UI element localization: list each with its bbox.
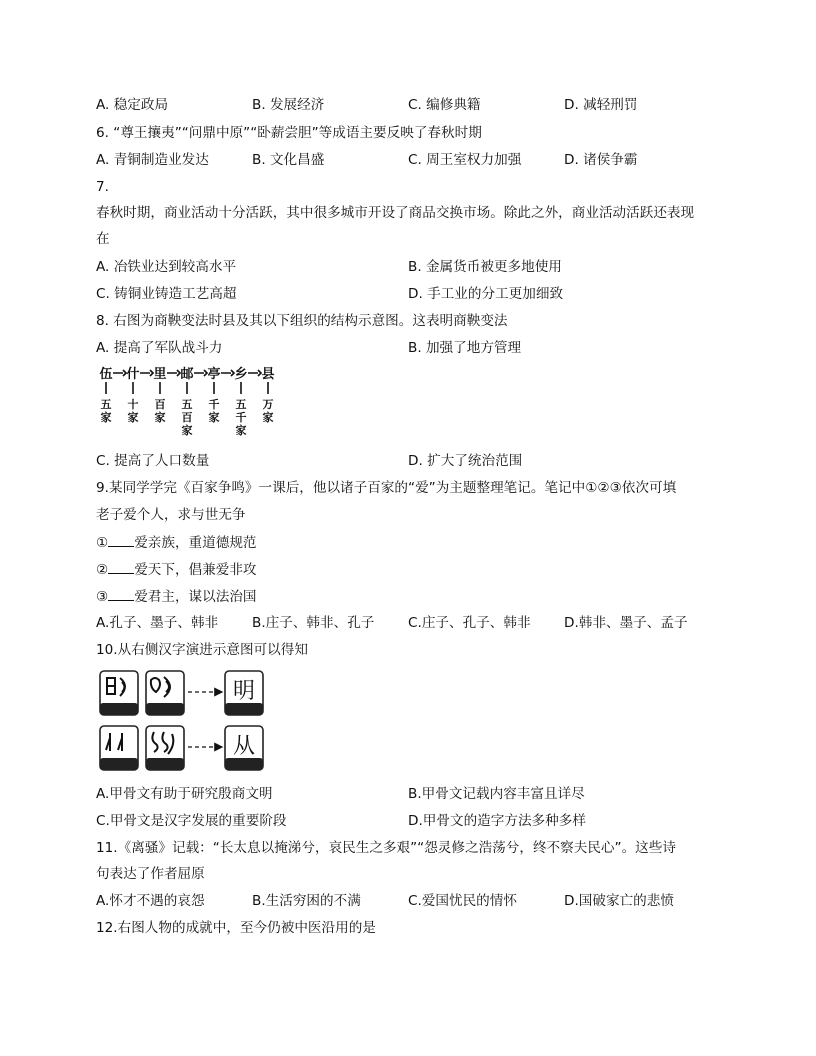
org-arrow-2 xyxy=(167,370,180,376)
cong-bronze-glyph xyxy=(146,726,184,770)
organization-structure-diagram xyxy=(96,362,296,444)
ming-char-text: 明 xyxy=(232,679,256,704)
q5-option-d: D. 减轻刑罚 xyxy=(564,97,638,113)
q9-note-2 xyxy=(96,560,257,579)
q8-option-d: D. 扩大了统治范围 xyxy=(408,453,523,469)
q6-option-d: D. 诸侯争霸 xyxy=(564,152,638,168)
org-household-3-2: 家 xyxy=(181,424,193,437)
q11-option-c: C.爱国忧民的情怀 xyxy=(408,893,517,909)
q9-note-3 xyxy=(96,587,257,606)
q9-option-c: C.庄子、孔子、韩非 xyxy=(408,615,531,631)
q9-note-3-number: ③ xyxy=(96,589,109,605)
q9-note-1-number: ① xyxy=(96,535,109,551)
org-household-1-1: 家 xyxy=(127,411,139,424)
q9-blank-3 xyxy=(108,587,134,601)
q7-number: 7. xyxy=(96,179,109,195)
q9-note-laozi: 老子爱个人，求与世无争 xyxy=(96,507,246,523)
org-household-6-1: 家 xyxy=(262,411,274,424)
q7-stem-line2: 在 xyxy=(96,231,110,247)
q11-stem-line2: 句表达了作者屈原 xyxy=(96,866,205,882)
q9-note-1-text: 爱亲族，重道德规范 xyxy=(134,535,257,551)
org-household-0-1: 家 xyxy=(100,411,112,424)
q5-option-a: A. 稳定政局 xyxy=(96,97,169,113)
q5-option-c: C. 编修典籍 xyxy=(408,97,481,113)
q11-option-b: B.生活穷困的不满 xyxy=(252,893,361,909)
q11-stem-line1: 11.《离骚》记载：“长太息以掩涕兮，哀民生之多艰”“怨灵修之浩荡兮，终不察夫民心”。这些诗 xyxy=(96,840,676,856)
q6-stem: 6. “尊王攘夷”“问鼎中原”“卧薪尝胆”等成语主要反映了春秋时期 xyxy=(96,125,482,141)
q6-option-a: A. 青铜制造业发达 xyxy=(96,152,209,168)
org-level-0: 伍 xyxy=(99,367,113,382)
org-arrow-3 xyxy=(194,370,207,376)
org-level-3: 邮 xyxy=(180,367,194,382)
q7-option-b: B. 金属货币被更多地使用 xyxy=(408,259,562,275)
q6-option-c: C. 周王室权力加强 xyxy=(408,152,522,168)
org-household-6-0: 万 xyxy=(262,398,274,411)
q9-blank-2 xyxy=(108,560,134,574)
q6-option-b: B. 文化昌盛 xyxy=(252,152,325,168)
q9-blank-1 xyxy=(108,533,134,547)
character-evolution-diagram xyxy=(98,668,268,776)
org-level-4: 亭 xyxy=(207,367,221,382)
q9-note-2-number: ② xyxy=(96,562,109,578)
org-household-5-0: 五 xyxy=(235,398,247,411)
q10-option-c: C.甲骨文是汉字发展的重要阶段 xyxy=(96,813,287,829)
q8-option-c: C. 提高了人口数量 xyxy=(96,453,210,469)
q10-option-a: A.甲骨文有助于研究殷商文明 xyxy=(96,786,273,802)
org-level-1: 什 xyxy=(126,367,140,382)
q7-option-a: A. 冶铁业达到较高水平 xyxy=(96,259,237,275)
q12-stem: 12.右图人物的成就中，至今仍被中医沿用的是 xyxy=(96,920,376,936)
ming-oracle-bone-glyph xyxy=(100,671,138,715)
q9-option-b: B.庄子、韩非、孔子 xyxy=(252,615,375,631)
q9-option-a: A.孔子、墨子、韩非 xyxy=(96,615,219,631)
org-household-3-0: 五 xyxy=(181,398,193,411)
q10-option-d: D.甲骨文的造字方法多种多样 xyxy=(408,813,586,829)
org-household-2-0: 百 xyxy=(154,398,166,411)
org-arrow-4 xyxy=(221,370,234,376)
org-household-2-1: 家 xyxy=(154,411,166,424)
q10-option-b: B.甲骨文记载内容丰富且详尽 xyxy=(408,786,585,802)
org-household-1-0: 十 xyxy=(127,398,139,411)
org-level-6: 县 xyxy=(261,367,275,382)
ming-bronze-glyph xyxy=(146,671,184,715)
q7-option-c: C. 铸铜业铸造工艺高超 xyxy=(96,286,237,302)
q9-note-3-text: 爱君主，谋以法治国 xyxy=(134,589,257,605)
org-household-5-2: 家 xyxy=(235,424,247,437)
org-arrow-0 xyxy=(113,370,126,376)
q9-stem: 9.某同学学完《百家争鸣》一课后，他以诸子百家的“爱”为主题整理笔记。笔记中①②③依次可填 xyxy=(96,480,677,496)
q11-option-a: A.怀才不遇的哀怨 xyxy=(96,893,205,909)
org-level-5: 乡 xyxy=(234,367,248,382)
cong-oracle-bone-glyph xyxy=(100,726,138,770)
q5-option-b: B. 发展经济 xyxy=(252,97,325,113)
org-household-0-0: 五 xyxy=(100,398,112,411)
cong-modern-char xyxy=(225,726,263,770)
org-household-5-1: 千 xyxy=(235,411,247,424)
q9-note-2-text: 爱天下，倡兼爱非攻 xyxy=(134,562,257,578)
org-level-2: 里 xyxy=(153,367,167,382)
q8-stem: 8. 右图为商鞅变法时县及其以下组织的结构示意图。这表明商鞅变法 xyxy=(96,313,508,329)
q9-note-1 xyxy=(96,533,257,552)
q7-stem-line1: 春秋时期，商业活动十分活跃，其中很多城市开设了商品交换市场。除此之外，商业活动活跃还表现 xyxy=(96,205,695,221)
org-arrow-5 xyxy=(248,370,261,376)
cong-char-text: 从 xyxy=(232,734,256,759)
q9-option-d: D.韩非、墨子、孟子 xyxy=(564,615,688,631)
org-household-4-0: 千 xyxy=(208,398,220,411)
org-arrow-1 xyxy=(140,370,153,376)
org-household-4-1: 家 xyxy=(208,411,220,424)
q11-option-d: D.国破家亡的悲愤 xyxy=(564,893,674,909)
ming-modern-char xyxy=(225,671,263,715)
q7-option-d: D. 手工业的分工更加细致 xyxy=(408,286,564,302)
q8-option-a: A. 提高了军队战斗力 xyxy=(96,340,223,356)
q10-stem: 10.从右侧汉字演进示意图可以得知 xyxy=(96,642,308,658)
q8-option-b: B. 加强了地方管理 xyxy=(408,340,522,356)
org-household-3-1: 百 xyxy=(181,411,193,424)
